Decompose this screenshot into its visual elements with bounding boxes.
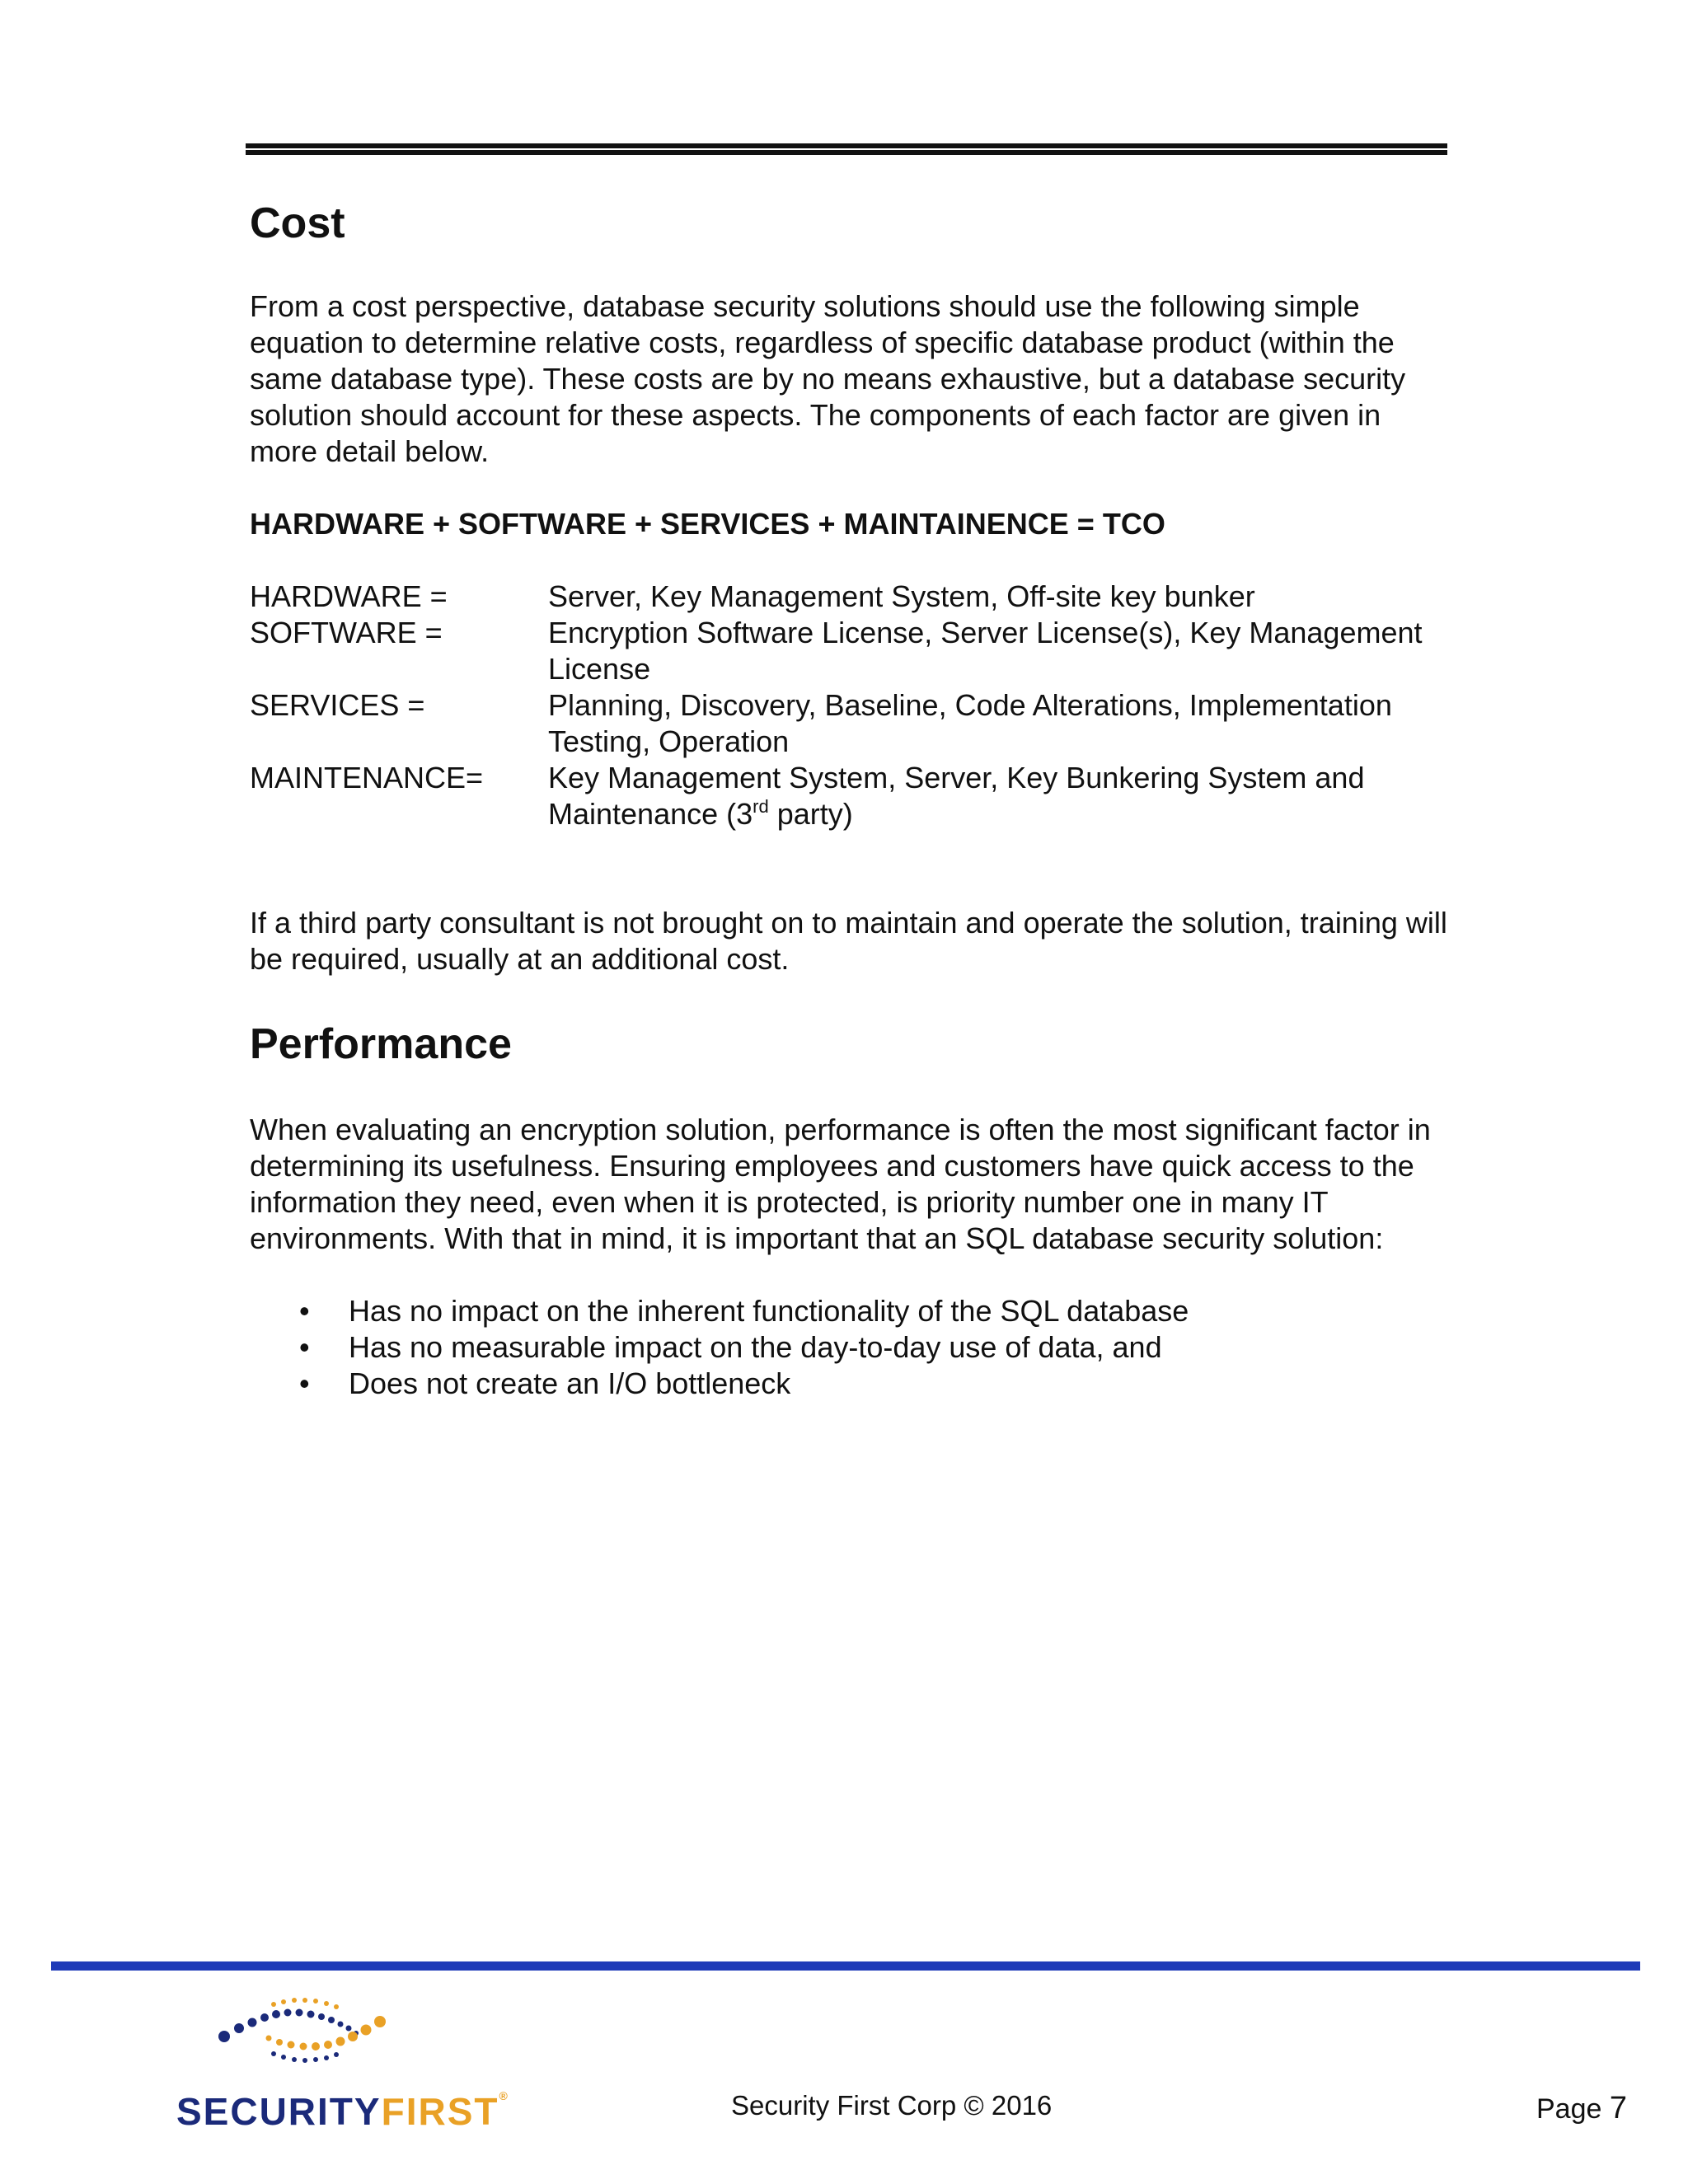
definition-value-hardware: Server, Key Management System, Off-site key bunker bbox=[548, 579, 1255, 614]
page-label: Page bbox=[1536, 2093, 1602, 2125]
cost-definitions bbox=[250, 579, 1453, 832]
security-first-logo bbox=[176, 1990, 509, 2163]
third-party-note: If a third party consultant is not brought on to maintain and operate the solution, training will be required, usually at an additional cost. bbox=[250, 906, 1447, 977]
bullet-icon: • bbox=[299, 1293, 310, 1328]
bullet-text: Does not create an I/O bottleneck bbox=[349, 1366, 791, 1400]
definition-term-hardware: HARDWARE = bbox=[250, 579, 448, 614]
performance-paragraph: When evaluating an encryption solution, performance is often the most significant factor in determining its usefulness. Ensuring employees and customers have quick access to the information they need, even when it is protected, is priority number one in many IT environments. With that in mind, it is important that an SQL database security solution: bbox=[250, 1112, 1431, 1255]
maintenance-superscript: rd bbox=[753, 796, 769, 818]
tco-equation: HARDWARE + SOFTWARE + SERVICES + MAINTAINENCE = TCO bbox=[250, 507, 1165, 541]
performance-heading: Performance bbox=[250, 1020, 512, 1069]
definition-term-software: SOFTWARE = bbox=[250, 616, 443, 650]
footer-copyright: Security First Corp © 2016 bbox=[731, 2090, 1053, 2121]
definition-term-maintenance: MAINTENANCE= bbox=[250, 761, 484, 795]
registered-mark: ® bbox=[499, 2089, 509, 2102]
bullet-text: Has no measurable impact on the day-to-day use of data, and bbox=[349, 1329, 1162, 1364]
logo-swirl-icon bbox=[176, 1990, 424, 2081]
cost-heading: Cost bbox=[250, 199, 345, 247]
list-item bbox=[250, 1293, 1453, 1329]
page-content bbox=[250, 198, 1453, 1402]
logo-word-security: SECURITY bbox=[176, 2090, 382, 2133]
performance-bullet-list bbox=[250, 1293, 1453, 1402]
logo-word-first: FIRST bbox=[381, 2090, 499, 2133]
definition-value-software: Encryption Software License, Server License(s), Key Management License bbox=[548, 616, 1423, 687]
maintenance-text-after: party) bbox=[768, 797, 853, 832]
definition-value-maintenance bbox=[548, 760, 1453, 832]
page-number-value: 7 bbox=[1609, 2091, 1627, 2125]
footer-rule bbox=[51, 1961, 1640, 1971]
header-double-rule bbox=[246, 143, 1447, 155]
page-number bbox=[1536, 2092, 1627, 2125]
bullet-icon: • bbox=[299, 1366, 310, 1400]
list-item bbox=[250, 1329, 1453, 1366]
cost-paragraph: From a cost perspective, database security solutions should use the following simple equation to determine relative costs, regardless of specific database product (within the same database type). These costs are by no means exhaustive, but a database security solution should account for these aspects. The components of each factor are given in more detail below. bbox=[250, 289, 1406, 469]
maintenance-text-before: Key Management System, Server, Key Bunkering System and Maintenance (3 bbox=[548, 761, 1365, 832]
list-item bbox=[250, 1366, 1453, 1402]
bullet-text: Has no impact on the inherent functionality of the SQL database bbox=[349, 1293, 1189, 1328]
bullet-icon: • bbox=[299, 1329, 310, 1364]
definition-term-services: SERVICES = bbox=[250, 688, 425, 723]
logo-wordmark bbox=[176, 2089, 509, 2134]
definition-value-services: Planning, Discovery, Baseline, Code Alterations, Implementation Testing, Operation bbox=[548, 688, 1392, 759]
